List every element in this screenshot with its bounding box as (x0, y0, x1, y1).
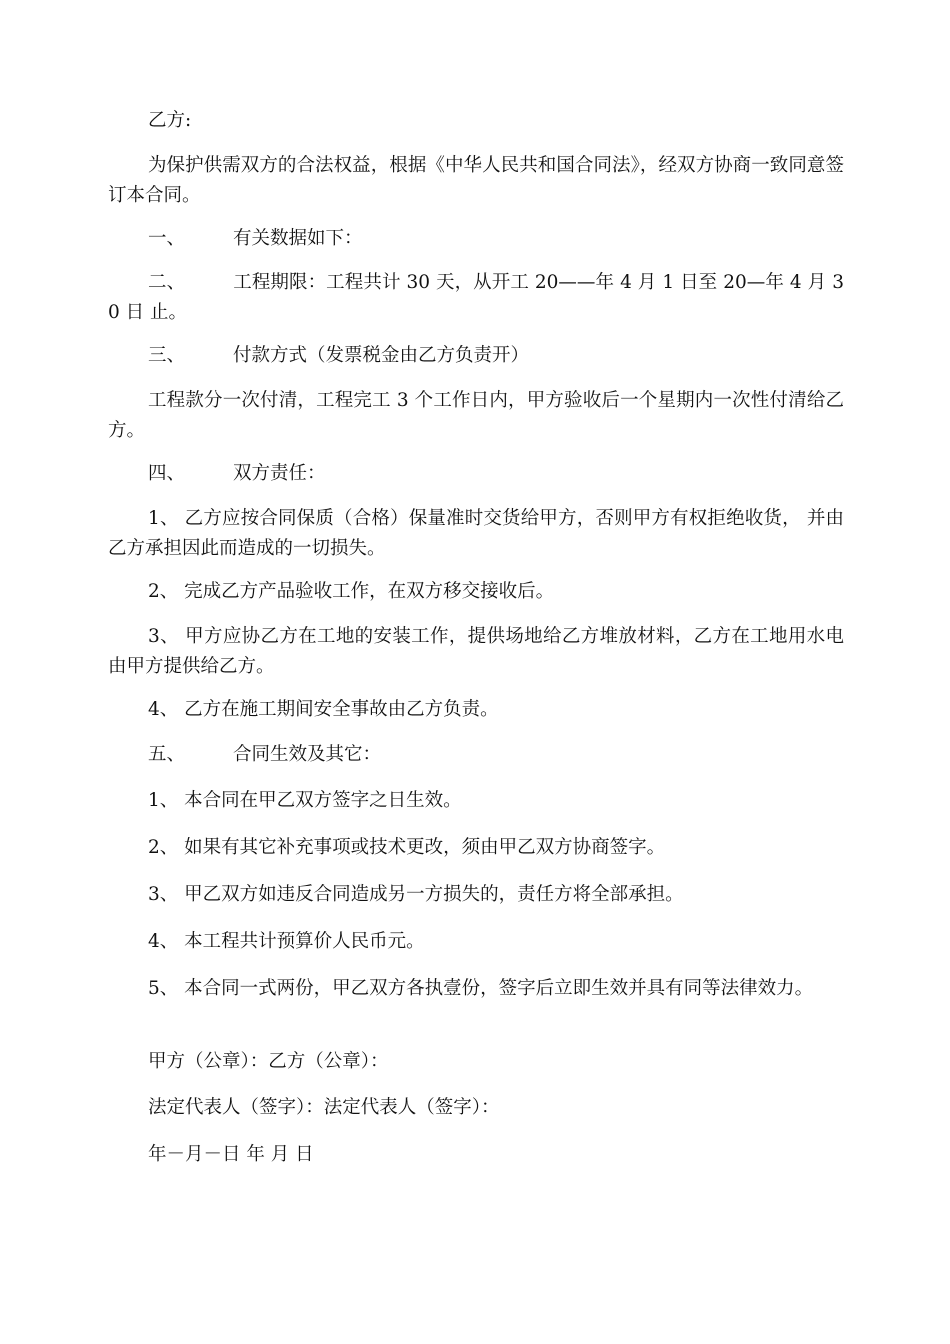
section-title: 合同生效及其它： (233, 744, 382, 765)
date-line: 年－月－日 年 月 日 (148, 1144, 314, 1165)
section-4-heading (108, 459, 844, 489)
duty-item-1: 1、 乙方应按合同保质（合格）保量准时交货给甲方，否则甲方有权拒绝收货， 并由乙方承担因此而造成的一切损失。 (108, 508, 844, 559)
payment-terms-paragraph: 工程款分一次付清，工程完工 3 个工作日内，甲方验收后一个星期内一次性付清给乙方。 (108, 390, 844, 441)
seal-line: 甲方（公章）：乙方（公章）： (148, 1051, 389, 1072)
section-1-heading (108, 224, 844, 254)
section-number: 五、 (148, 744, 186, 765)
section-title: 有关数据如下： (233, 228, 363, 249)
preamble-paragraph: 为保护供需双方的合法权益，根据《中华人民共和国合同法》，经双方协商一致同意签订本合同。 (108, 155, 844, 206)
term-item-5: 5、 本合同一式两份，甲乙双方各执壹份，签字后立即生效并具有同等法律效力。 (148, 978, 814, 999)
section-2-paragraph (108, 268, 844, 328)
term-item-1: 1、 本合同在甲乙双方签字之日生效。 (148, 790, 462, 811)
term-item-3: 3、 甲乙双方如违反合同造成另一方损失的，责任方将全部承担。 (148, 884, 684, 905)
section-number: 三、 (148, 345, 186, 366)
section-number: 四、 (148, 463, 186, 484)
representative-line: 法定代表人（签字）：法定代表人（签字）： (148, 1097, 500, 1118)
section-3-heading (108, 341, 844, 371)
section-text: 工程期限：工程共计 30 天，从开工 20——年 4 月 1 日至 20—年 4 月 30 日 止。 (108, 272, 844, 323)
section-number: 一、 (148, 228, 186, 249)
section-title: 双方责任： (233, 463, 326, 484)
term-item-4: 4、 本工程共计预算价人民币元。 (148, 931, 425, 952)
section-number: 二、 (148, 272, 186, 293)
party-b-header: 乙方: (148, 110, 192, 131)
duty-item-3: 3、 甲方应协乙方在工地的安装工作，提供场地给乙方堆放材料，乙方在工地用水电由甲方提供给乙方。 (108, 626, 844, 677)
section-title: 付款方式（发票税金由乙方负责开） (233, 345, 530, 366)
duty-item-2: 2、 完成乙方产品验收工作，在双方移交接收后。 (148, 581, 555, 602)
duty-item-4: 4、 乙方在施工期间安全事故由乙方负责。 (148, 699, 499, 720)
term-item-2: 2、 如果有其它补充事项或技术更改，须由甲乙双方协商签字。 (148, 837, 666, 858)
section-5-heading (108, 740, 844, 770)
